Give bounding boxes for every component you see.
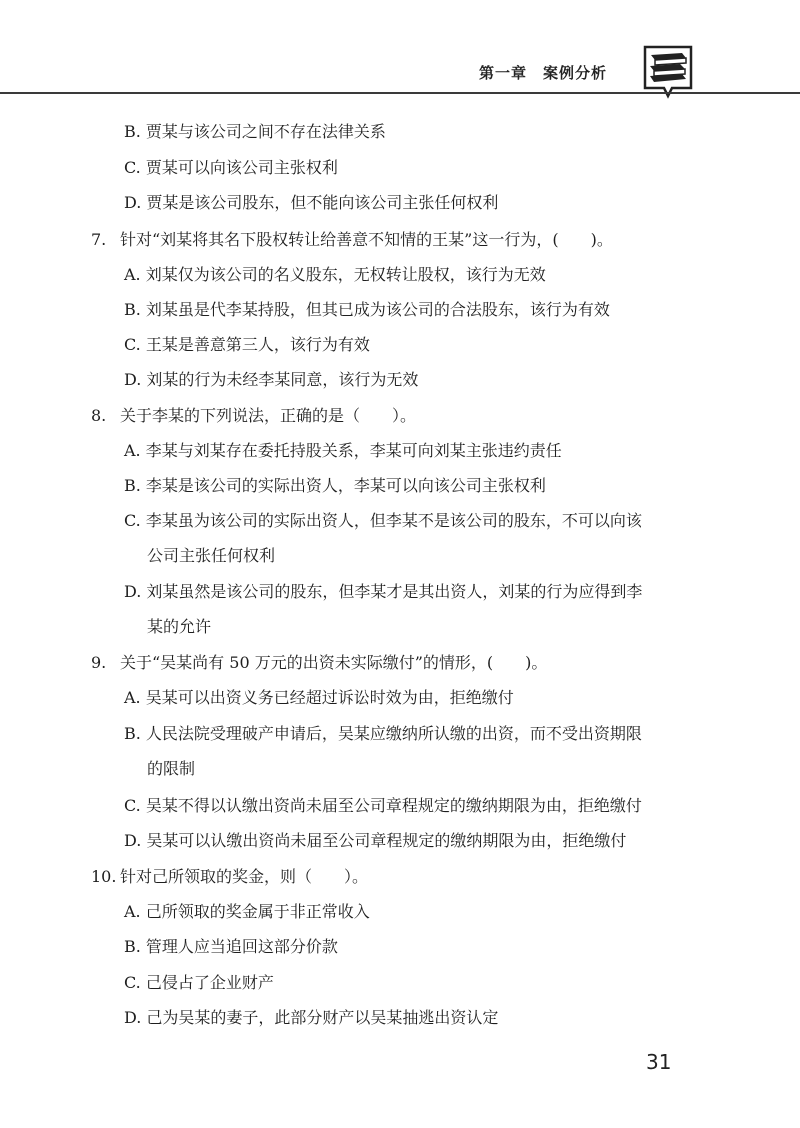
- question-number: 9.: [91, 653, 107, 672]
- option-10d: D. 己为吴某的妻子，此部分财产以吴某抽逃出资认定: [124, 1008, 499, 1027]
- option-9a: A. 吴某可以出资义务已经超过诉讼时效为由，拒绝缴付: [124, 688, 514, 707]
- question-10: [91, 866, 368, 888]
- question-8: [91, 405, 416, 427]
- option-6b: B. 贾某与该公司之间不存在法律关系: [124, 122, 386, 141]
- option-7d: D. 刘某的行为未经李某同意，该行为无效: [124, 370, 419, 389]
- option-6d: D. 贾某是该公司股东，但不能向该公司主张任何权利: [124, 193, 499, 212]
- question-number: 7.: [91, 230, 107, 249]
- option-8d-continued: 某的允许: [147, 617, 212, 636]
- option-8c-continued: 公司主张任何权利: [147, 546, 276, 565]
- option-9b-continued: 的限制: [147, 759, 196, 778]
- question-number: 10.: [91, 867, 117, 886]
- question-stem: 关于李某的下列说法，正确的是（ ）。: [120, 406, 417, 425]
- option-9d: D. 吴某可以认缴出资尚未届至公司章程规定的缴纳期限为由，拒绝缴付: [124, 831, 627, 850]
- option-7b: B. 刘某虽是代李某持股，但其已成为该公司的合法股东，该行为有效: [124, 300, 610, 319]
- question-stem: 针对己所领取的奖金，则（ ）。: [120, 867, 369, 886]
- chapter-title: 第一章 案例分析: [479, 64, 608, 82]
- option-7a: A. 刘某仅为该公司的名义股东，无权转让股权，该行为无效: [124, 265, 546, 284]
- question-stem: 针对“刘某将其名下股权转让给善意不知情的王某”这一行为，( )。: [120, 230, 613, 249]
- option-8c: C. 李某虽为该公司的实际出资人，但李某不是该公司的股东，不可以向该: [124, 511, 642, 530]
- question-number: 8.: [91, 406, 107, 425]
- option-6c: C. 贾某可以向该公司主张权利: [124, 158, 338, 177]
- option-10b: B. 管理人应当追回这部分价款: [124, 937, 338, 956]
- books-icon: [642, 44, 694, 106]
- question-7: [91, 229, 613, 251]
- page-number: 31: [646, 1050, 672, 1074]
- option-8b: B. 李某是该公司的实际出资人，李某可以向该公司主张权利: [124, 476, 546, 495]
- option-7c: C. 王某是善意第三人，该行为有效: [124, 335, 370, 354]
- option-8a: A. 李某与刘某存在委托持股关系，李某可向刘某主张违约责任: [124, 441, 562, 460]
- option-9b: B. 人民法院受理破产申请后，吴某应缴纳所认缴的出资，而不受出资期限: [124, 724, 642, 743]
- option-10a: A. 己所领取的奖金属于非正常收入: [124, 902, 370, 921]
- question-9: [91, 652, 547, 674]
- option-10c: C. 己侵占了企业财产: [124, 973, 274, 992]
- option-9c: C. 吴某不得以认缴出资尚未届至公司章程规定的缴纳期限为由，拒绝缴付: [124, 796, 642, 815]
- header-rule: [0, 92, 800, 94]
- option-8d: D. 刘某虽然是该公司的股东，但李某才是其出资人，刘某的行为应得到李: [124, 582, 643, 601]
- question-stem: 关于“吴某尚有 50 万元的出资未实际缴付”的情形，( )。: [120, 653, 548, 672]
